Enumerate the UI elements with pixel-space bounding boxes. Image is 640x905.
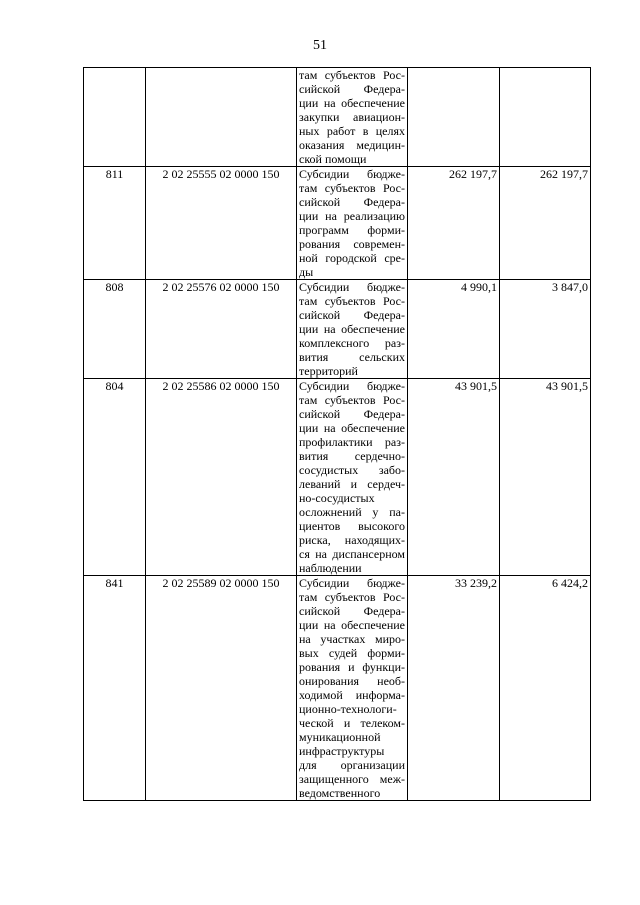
table-row	[84, 576, 591, 801]
name-line: там субъектов Рос-	[299, 181, 405, 195]
table-row	[84, 68, 591, 167]
name-line: ных работ в целях	[299, 124, 405, 138]
name-line: защищенного меж-	[299, 772, 405, 786]
name-line: ции на обеспечение	[299, 618, 405, 632]
income-name-cell	[297, 280, 408, 379]
name-line: ды	[299, 265, 314, 279]
name-line: вых судей форми-	[299, 646, 405, 660]
name-line: ционно-технологи-	[299, 702, 397, 716]
name-line: леваний и сердеч-	[299, 477, 405, 491]
page-number: 51	[313, 38, 327, 53]
table-row	[84, 280, 591, 379]
admin-code-cell: 841	[84, 576, 146, 801]
name-line: закупки авиацион-	[299, 110, 405, 124]
amount-1-cell: 262 197,7	[408, 167, 500, 280]
budget-code-cell	[146, 68, 297, 167]
amount-1-cell: 4 990,1	[408, 280, 500, 379]
name-line: ции на обеспечение	[299, 421, 405, 435]
name-line: для организации	[299, 758, 405, 772]
amount-2-cell: 6 424,2	[500, 576, 591, 801]
name-line: Субсидии бюдже-	[299, 280, 405, 294]
amount-2-cell: 43 901,5	[500, 379, 591, 576]
income-name-cell	[297, 379, 408, 576]
amount-1-cell: 43 901,5	[408, 379, 500, 576]
name-line: там субъектов Рос-	[299, 294, 405, 308]
name-line: комплексного раз-	[299, 336, 405, 350]
name-line: вития сердечно-	[299, 449, 405, 463]
name-line: там субъектов Рос-	[299, 590, 405, 604]
name-line: муникационной	[299, 730, 381, 744]
amount-2-cell: 3 847,0	[500, 280, 591, 379]
name-line: циентов высокого	[299, 519, 405, 533]
name-line: ской помощи	[299, 152, 367, 166]
name-line: сийской Федера-	[299, 195, 405, 209]
admin-code-cell	[84, 68, 146, 167]
name-line: ции на реализацию	[299, 209, 405, 223]
name-line: риска, находящих-	[299, 533, 405, 547]
name-line: но-сосудистых	[299, 491, 375, 505]
name-line: ся на диспансерном	[299, 547, 405, 561]
budget-code-cell: 2 02 25586 02 0000 150	[146, 379, 297, 576]
name-line: на участках миро-	[299, 632, 405, 646]
admin-code-cell: 811	[84, 167, 146, 280]
name-line: профилактики раз-	[299, 435, 405, 449]
name-line: Субсидии бюдже-	[299, 379, 405, 393]
name-line: рования и функци-	[299, 660, 405, 674]
amount-2-cell: 262 197,7	[500, 167, 591, 280]
budget-code-cell: 2 02 25576 02 0000 150	[146, 280, 297, 379]
name-line: ходимой информа-	[299, 688, 405, 702]
name-line: сийской Федера-	[299, 604, 405, 618]
name-line: вития сельских	[299, 350, 405, 364]
name-line: ческой и телеком-	[299, 716, 405, 730]
admin-code-cell: 808	[84, 280, 146, 379]
name-line: сийской Федера-	[299, 407, 405, 421]
budget-code-cell: 2 02 25589 02 0000 150	[146, 576, 297, 801]
amount-1-cell	[408, 68, 500, 167]
income-name-cell	[297, 167, 408, 280]
name-line: Субсидии бюдже-	[299, 167, 405, 181]
budget-table	[83, 67, 591, 801]
name-line: сийской Федера-	[299, 82, 405, 96]
name-line: ной городской сре-	[299, 251, 405, 265]
name-line: программ форми-	[299, 223, 405, 237]
name-line: там субъектов Рос-	[299, 393, 405, 407]
name-line: территорий	[299, 364, 358, 378]
income-name-cell	[297, 68, 408, 167]
table-row	[84, 167, 591, 280]
name-line: Субсидии бюдже-	[299, 576, 405, 590]
name-line: онирования необ-	[299, 674, 405, 688]
name-line: ции на обеспечение	[299, 96, 405, 110]
name-line: инфраструктуры	[299, 744, 385, 758]
amount-2-cell	[500, 68, 591, 167]
name-line: сосудистых забо-	[299, 463, 405, 477]
table-body	[84, 68, 591, 801]
name-line: ции на обеспечение	[299, 322, 405, 336]
name-line: оказания медицин-	[299, 138, 405, 152]
name-line: наблюдении	[299, 561, 362, 575]
income-name-cell	[297, 576, 408, 801]
budget-code-cell: 2 02 25555 02 0000 150	[146, 167, 297, 280]
name-line: сийской Федера-	[299, 308, 405, 322]
table-row	[84, 379, 591, 576]
amount-1-cell: 33 239,2	[408, 576, 500, 801]
name-line: рования современ-	[299, 237, 405, 251]
name-line: там субъектов Рос-	[299, 68, 405, 82]
admin-code-cell: 804	[84, 379, 146, 576]
name-line: ведомственного	[299, 786, 381, 800]
name-line: осложнений у па-	[299, 505, 405, 519]
